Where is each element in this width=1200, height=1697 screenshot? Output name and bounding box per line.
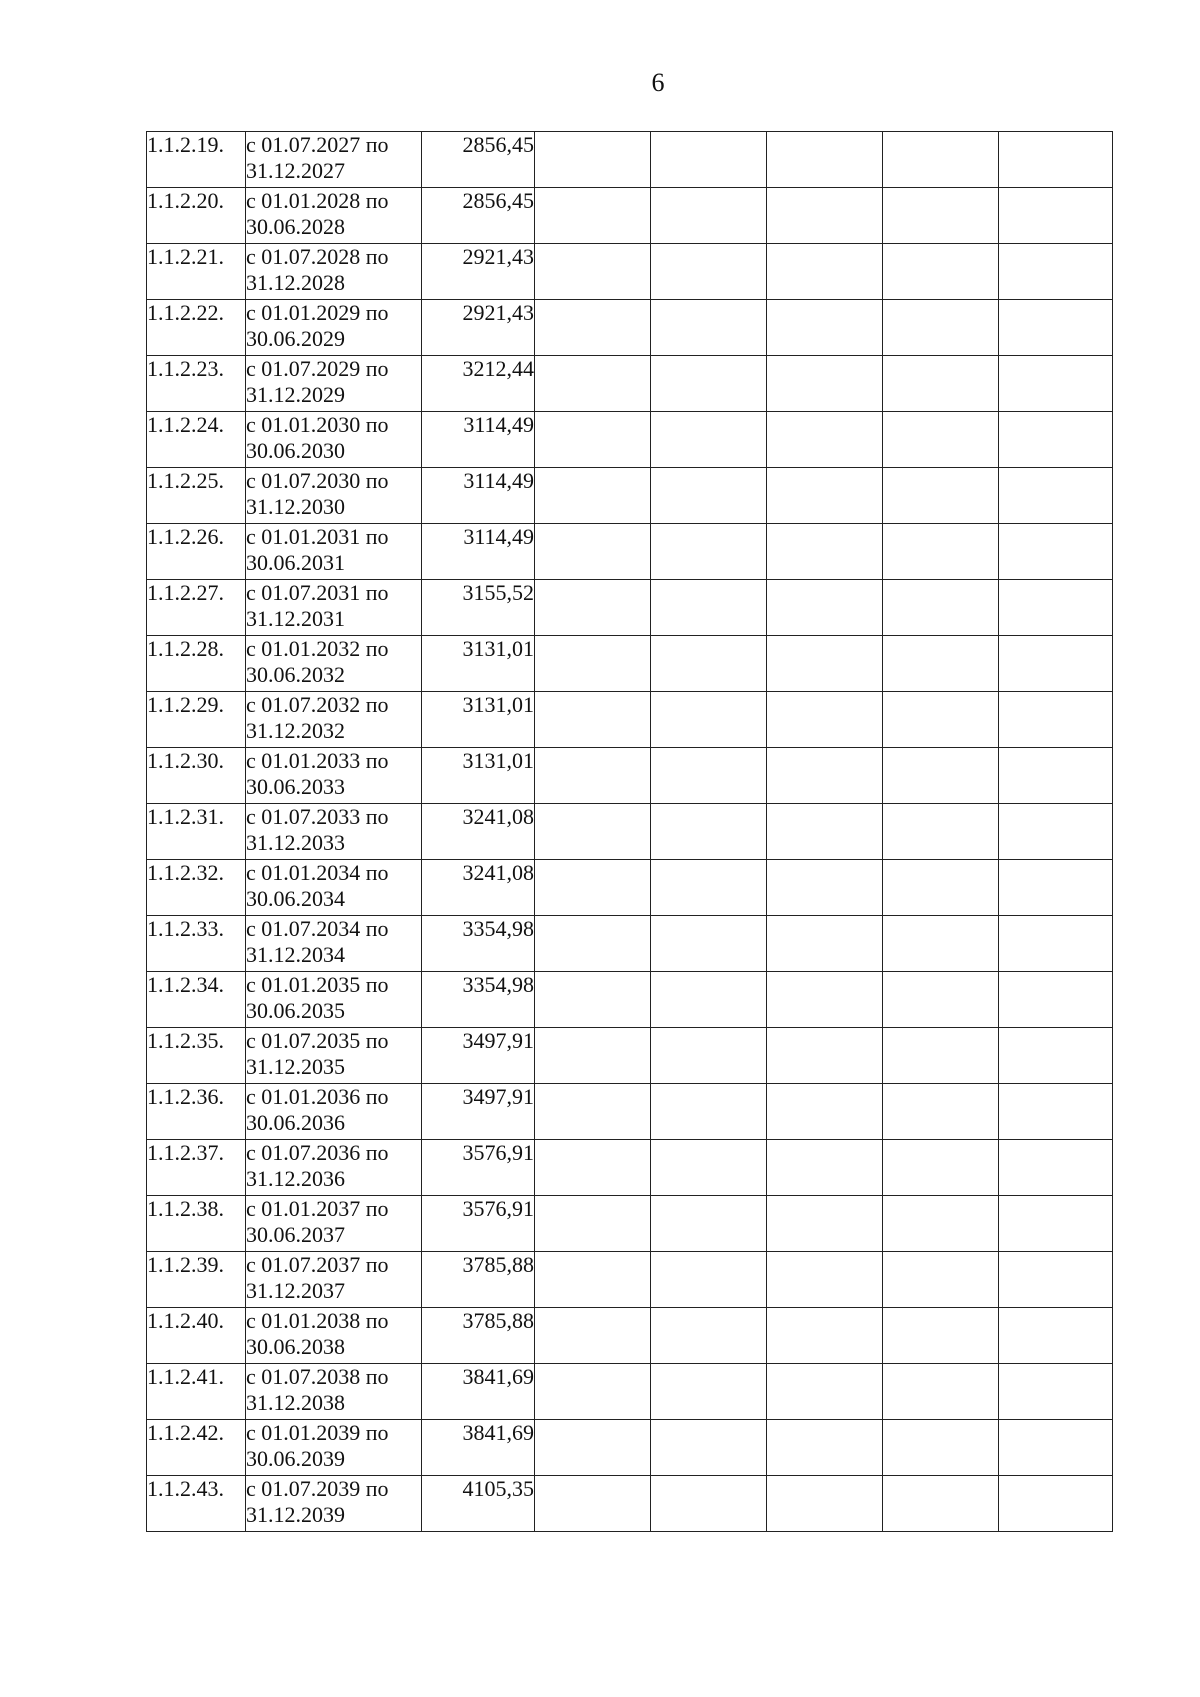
row-number-cell: 1.1.2.34. bbox=[147, 972, 246, 1028]
row-number-cell: 1.1.2.41. bbox=[147, 1364, 246, 1420]
tariff-value-cell: 2921,43 bbox=[422, 244, 535, 300]
empty-cell bbox=[651, 748, 767, 804]
period-cell bbox=[246, 1028, 422, 1084]
empty-cell bbox=[999, 1252, 1113, 1308]
empty-cell bbox=[767, 244, 883, 300]
row-number-cell: 1.1.2.35. bbox=[147, 1028, 246, 1084]
tariff-table bbox=[146, 131, 1113, 1532]
empty-cell bbox=[767, 356, 883, 412]
tariff-value-cell: 3114,49 bbox=[422, 524, 535, 580]
empty-cell bbox=[651, 1140, 767, 1196]
empty-cell bbox=[883, 300, 999, 356]
empty-cell bbox=[535, 300, 651, 356]
tariff-value-cell: 3785,88 bbox=[422, 1252, 535, 1308]
period-end: 31.12.2034 bbox=[246, 942, 345, 967]
period-start: с 01.01.2039 по bbox=[246, 1420, 389, 1445]
period-end: 31.12.2036 bbox=[246, 1166, 345, 1191]
period-end: 31.12.2037 bbox=[246, 1278, 345, 1303]
period-start: с 01.07.2034 по bbox=[246, 916, 389, 941]
empty-cell bbox=[651, 132, 767, 188]
empty-cell bbox=[535, 188, 651, 244]
empty-cell bbox=[999, 412, 1113, 468]
empty-cell bbox=[767, 1364, 883, 1420]
period-end: 30.06.2036 bbox=[246, 1110, 345, 1135]
empty-cell bbox=[767, 580, 883, 636]
empty-cell bbox=[535, 580, 651, 636]
table-row bbox=[147, 1308, 1113, 1364]
table-body bbox=[147, 132, 1113, 1532]
period-start: с 01.07.2038 по bbox=[246, 1364, 389, 1389]
period-end: 31.12.2030 bbox=[246, 494, 345, 519]
row-number-cell: 1.1.2.42. bbox=[147, 1420, 246, 1476]
empty-cell bbox=[999, 1420, 1113, 1476]
period-cell bbox=[246, 1084, 422, 1140]
empty-cell bbox=[651, 524, 767, 580]
period-end: 31.12.2031 bbox=[246, 606, 345, 631]
period-end: 31.12.2032 bbox=[246, 718, 345, 743]
empty-cell bbox=[651, 1476, 767, 1532]
empty-cell bbox=[883, 1196, 999, 1252]
empty-cell bbox=[999, 1084, 1113, 1140]
empty-cell bbox=[767, 524, 883, 580]
empty-cell bbox=[883, 1084, 999, 1140]
empty-cell bbox=[767, 1308, 883, 1364]
period-cell bbox=[246, 748, 422, 804]
tariff-value-cell: 3212,44 bbox=[422, 356, 535, 412]
empty-cell bbox=[651, 692, 767, 748]
period-cell bbox=[246, 1140, 422, 1196]
empty-cell bbox=[535, 1308, 651, 1364]
period-end: 30.06.2032 bbox=[246, 662, 345, 687]
period-cell bbox=[246, 636, 422, 692]
empty-cell bbox=[535, 972, 651, 1028]
empty-cell bbox=[883, 804, 999, 860]
tariff-value-cell: 3114,49 bbox=[422, 468, 535, 524]
tariff-value-cell: 3497,91 bbox=[422, 1084, 535, 1140]
empty-cell bbox=[651, 468, 767, 524]
period-end: 30.06.2039 bbox=[246, 1446, 345, 1471]
table-row bbox=[147, 1084, 1113, 1140]
empty-cell bbox=[651, 300, 767, 356]
empty-cell bbox=[767, 1140, 883, 1196]
row-number-cell: 1.1.2.22. bbox=[147, 300, 246, 356]
period-end: 30.06.2030 bbox=[246, 438, 345, 463]
empty-cell bbox=[999, 636, 1113, 692]
period-end: 31.12.2028 bbox=[246, 270, 345, 295]
empty-cell bbox=[999, 1308, 1113, 1364]
empty-cell bbox=[535, 1028, 651, 1084]
empty-cell bbox=[767, 636, 883, 692]
empty-cell bbox=[651, 804, 767, 860]
empty-cell bbox=[999, 972, 1113, 1028]
tariff-value-cell: 3114,49 bbox=[422, 412, 535, 468]
empty-cell bbox=[535, 748, 651, 804]
empty-cell bbox=[999, 188, 1113, 244]
table-row bbox=[147, 188, 1113, 244]
period-end: 31.12.2029 bbox=[246, 382, 345, 407]
row-number-cell: 1.1.2.38. bbox=[147, 1196, 246, 1252]
period-start: с 01.07.2029 по bbox=[246, 356, 389, 381]
empty-cell bbox=[767, 860, 883, 916]
empty-cell bbox=[535, 860, 651, 916]
period-cell bbox=[246, 1476, 422, 1532]
row-number-cell: 1.1.2.24. bbox=[147, 412, 246, 468]
empty-cell bbox=[767, 1196, 883, 1252]
empty-cell bbox=[767, 692, 883, 748]
empty-cell bbox=[651, 1196, 767, 1252]
empty-cell bbox=[767, 412, 883, 468]
table-row bbox=[147, 972, 1113, 1028]
empty-cell bbox=[535, 412, 651, 468]
table-row bbox=[147, 1476, 1113, 1532]
empty-cell bbox=[767, 188, 883, 244]
empty-cell bbox=[883, 1308, 999, 1364]
row-number-cell: 1.1.2.30. bbox=[147, 748, 246, 804]
empty-cell bbox=[767, 1028, 883, 1084]
period-cell bbox=[246, 188, 422, 244]
empty-cell bbox=[651, 412, 767, 468]
row-number-cell: 1.1.2.29. bbox=[147, 692, 246, 748]
empty-cell bbox=[999, 244, 1113, 300]
empty-cell bbox=[535, 1476, 651, 1532]
table-row bbox=[147, 748, 1113, 804]
period-start: с 01.07.2036 по bbox=[246, 1140, 389, 1165]
period-start: с 01.01.2037 по bbox=[246, 1196, 389, 1221]
period-end: 30.06.2038 bbox=[246, 1334, 345, 1359]
empty-cell bbox=[651, 188, 767, 244]
period-end: 31.12.2033 bbox=[246, 830, 345, 855]
period-cell bbox=[246, 524, 422, 580]
period-start: с 01.07.2039 по bbox=[246, 1476, 389, 1501]
tariff-value-cell: 2856,45 bbox=[422, 132, 535, 188]
empty-cell bbox=[767, 804, 883, 860]
empty-cell bbox=[767, 1476, 883, 1532]
empty-cell bbox=[883, 524, 999, 580]
period-end: 31.12.2039 bbox=[246, 1502, 345, 1527]
period-end: 30.06.2035 bbox=[246, 998, 345, 1023]
empty-cell bbox=[999, 860, 1113, 916]
period-start: с 01.01.2034 по bbox=[246, 860, 389, 885]
empty-cell bbox=[535, 1196, 651, 1252]
empty-cell bbox=[883, 860, 999, 916]
empty-cell bbox=[767, 916, 883, 972]
period-end: 31.12.2035 bbox=[246, 1054, 345, 1079]
empty-cell bbox=[999, 1140, 1113, 1196]
empty-cell bbox=[535, 468, 651, 524]
table-row bbox=[147, 412, 1113, 468]
empty-cell bbox=[999, 748, 1113, 804]
empty-cell bbox=[535, 916, 651, 972]
empty-cell bbox=[999, 804, 1113, 860]
tariff-value-cell: 2856,45 bbox=[422, 188, 535, 244]
empty-cell bbox=[651, 1364, 767, 1420]
empty-cell bbox=[767, 748, 883, 804]
empty-cell bbox=[999, 1196, 1113, 1252]
row-number-cell: 1.1.2.40. bbox=[147, 1308, 246, 1364]
table-row bbox=[147, 860, 1113, 916]
tariff-value-cell: 4105,35 bbox=[422, 1476, 535, 1532]
row-number-cell: 1.1.2.23. bbox=[147, 356, 246, 412]
empty-cell bbox=[883, 412, 999, 468]
period-end: 31.12.2038 bbox=[246, 1390, 345, 1415]
empty-cell bbox=[651, 636, 767, 692]
empty-cell bbox=[535, 1084, 651, 1140]
empty-cell bbox=[767, 300, 883, 356]
empty-cell bbox=[535, 636, 651, 692]
period-cell bbox=[246, 300, 422, 356]
empty-cell bbox=[999, 692, 1113, 748]
period-cell bbox=[246, 1196, 422, 1252]
period-end: 30.06.2028 bbox=[246, 214, 345, 239]
period-cell bbox=[246, 356, 422, 412]
table-row bbox=[147, 1252, 1113, 1308]
tariff-value-cell: 3155,52 bbox=[422, 580, 535, 636]
empty-cell bbox=[651, 972, 767, 1028]
table-row bbox=[147, 300, 1113, 356]
empty-cell bbox=[883, 1420, 999, 1476]
row-number-cell: 1.1.2.19. bbox=[147, 132, 246, 188]
tariff-value-cell: 3576,91 bbox=[422, 1196, 535, 1252]
tariff-value-cell: 3354,98 bbox=[422, 916, 535, 972]
row-number-cell: 1.1.2.20. bbox=[147, 188, 246, 244]
tariff-value-cell: 3576,91 bbox=[422, 1140, 535, 1196]
empty-cell bbox=[535, 524, 651, 580]
empty-cell bbox=[999, 580, 1113, 636]
empty-cell bbox=[883, 748, 999, 804]
empty-cell bbox=[651, 1420, 767, 1476]
empty-cell bbox=[651, 1028, 767, 1084]
empty-cell bbox=[883, 692, 999, 748]
row-number-cell: 1.1.2.37. bbox=[147, 1140, 246, 1196]
period-start: с 01.01.2030 по bbox=[246, 412, 389, 437]
period-cell bbox=[246, 1252, 422, 1308]
row-number-cell: 1.1.2.26. bbox=[147, 524, 246, 580]
period-start: с 01.07.2028 по bbox=[246, 244, 389, 269]
period-start: с 01.01.2031 по bbox=[246, 524, 389, 549]
empty-cell bbox=[999, 468, 1113, 524]
table-row bbox=[147, 1364, 1113, 1420]
empty-cell bbox=[767, 972, 883, 1028]
empty-cell bbox=[535, 1420, 651, 1476]
empty-cell bbox=[999, 300, 1113, 356]
empty-cell bbox=[651, 244, 767, 300]
table-row bbox=[147, 524, 1113, 580]
row-number-cell: 1.1.2.36. bbox=[147, 1084, 246, 1140]
empty-cell bbox=[883, 580, 999, 636]
empty-cell bbox=[535, 804, 651, 860]
row-number-cell: 1.1.2.21. bbox=[147, 244, 246, 300]
empty-cell bbox=[883, 356, 999, 412]
empty-cell bbox=[883, 1364, 999, 1420]
empty-cell bbox=[651, 860, 767, 916]
period-cell bbox=[246, 860, 422, 916]
period-cell bbox=[246, 244, 422, 300]
row-number-cell: 1.1.2.28. bbox=[147, 636, 246, 692]
period-cell bbox=[246, 1364, 422, 1420]
empty-cell bbox=[883, 636, 999, 692]
empty-cell bbox=[651, 1308, 767, 1364]
period-end: 30.06.2034 bbox=[246, 886, 345, 911]
period-start: с 01.07.2030 по bbox=[246, 468, 389, 493]
period-cell bbox=[246, 972, 422, 1028]
empty-cell bbox=[883, 188, 999, 244]
empty-cell bbox=[535, 692, 651, 748]
table-row bbox=[147, 916, 1113, 972]
period-start: с 01.07.2031 по bbox=[246, 580, 389, 605]
table-row bbox=[147, 1196, 1113, 1252]
empty-cell bbox=[535, 1140, 651, 1196]
empty-cell bbox=[651, 580, 767, 636]
empty-cell bbox=[883, 1028, 999, 1084]
period-start: с 01.07.2027 по bbox=[246, 132, 389, 157]
empty-cell bbox=[883, 972, 999, 1028]
empty-cell bbox=[535, 244, 651, 300]
empty-cell bbox=[883, 1140, 999, 1196]
period-end: 30.06.2031 bbox=[246, 550, 345, 575]
row-number-cell: 1.1.2.25. bbox=[147, 468, 246, 524]
empty-cell bbox=[651, 1084, 767, 1140]
tariff-value-cell: 3131,01 bbox=[422, 692, 535, 748]
tariff-value-cell: 3241,08 bbox=[422, 860, 535, 916]
empty-cell bbox=[999, 916, 1113, 972]
period-start: с 01.01.2036 по bbox=[246, 1084, 389, 1109]
period-cell bbox=[246, 692, 422, 748]
table-row bbox=[147, 580, 1113, 636]
tariff-value-cell: 3131,01 bbox=[422, 636, 535, 692]
period-start: с 01.07.2035 по bbox=[246, 1028, 389, 1053]
tariff-value-cell: 3841,69 bbox=[422, 1364, 535, 1420]
empty-cell bbox=[767, 1420, 883, 1476]
period-start: с 01.01.2033 по bbox=[246, 748, 389, 773]
period-start: с 01.07.2032 по bbox=[246, 692, 389, 717]
empty-cell bbox=[535, 1252, 651, 1308]
empty-cell bbox=[535, 1364, 651, 1420]
empty-cell bbox=[999, 1364, 1113, 1420]
empty-cell bbox=[535, 356, 651, 412]
empty-cell bbox=[883, 468, 999, 524]
period-start: с 01.01.2035 по bbox=[246, 972, 389, 997]
table-row bbox=[147, 244, 1113, 300]
empty-cell bbox=[767, 132, 883, 188]
period-start: с 01.07.2037 по bbox=[246, 1252, 389, 1277]
period-end: 30.06.2033 bbox=[246, 774, 345, 799]
empty-cell bbox=[883, 1252, 999, 1308]
empty-cell bbox=[999, 132, 1113, 188]
empty-cell bbox=[535, 132, 651, 188]
empty-cell bbox=[999, 1028, 1113, 1084]
tariff-value-cell: 3497,91 bbox=[422, 1028, 535, 1084]
empty-cell bbox=[883, 1476, 999, 1532]
table-row bbox=[147, 468, 1113, 524]
row-number-cell: 1.1.2.27. bbox=[147, 580, 246, 636]
empty-cell bbox=[883, 916, 999, 972]
empty-cell bbox=[767, 1084, 883, 1140]
empty-cell bbox=[883, 132, 999, 188]
table-row bbox=[147, 804, 1113, 860]
empty-cell bbox=[651, 356, 767, 412]
table-row bbox=[147, 132, 1113, 188]
tariff-value-cell: 3841,69 bbox=[422, 1420, 535, 1476]
table-row bbox=[147, 1028, 1113, 1084]
row-number-cell: 1.1.2.39. bbox=[147, 1252, 246, 1308]
period-start: с 01.07.2033 по bbox=[246, 804, 389, 829]
tariff-value-cell: 3241,08 bbox=[422, 804, 535, 860]
period-cell bbox=[246, 1308, 422, 1364]
empty-cell bbox=[767, 468, 883, 524]
period-cell bbox=[246, 804, 422, 860]
table-row bbox=[147, 356, 1113, 412]
tariff-value-cell: 2921,43 bbox=[422, 300, 535, 356]
tariff-value-cell: 3354,98 bbox=[422, 972, 535, 1028]
table-row bbox=[147, 692, 1113, 748]
table-row bbox=[147, 1140, 1113, 1196]
row-number-cell: 1.1.2.43. bbox=[147, 1476, 246, 1532]
period-end: 30.06.2029 bbox=[246, 326, 345, 351]
period-start: с 01.01.2038 по bbox=[246, 1308, 389, 1333]
empty-cell bbox=[999, 524, 1113, 580]
period-cell bbox=[246, 132, 422, 188]
period-end: 31.12.2027 bbox=[246, 158, 345, 183]
row-number-cell: 1.1.2.33. bbox=[147, 916, 246, 972]
empty-cell bbox=[651, 916, 767, 972]
table-row bbox=[147, 636, 1113, 692]
period-start: с 01.01.2029 по bbox=[246, 300, 389, 325]
tariff-value-cell: 3785,88 bbox=[422, 1308, 535, 1364]
empty-cell bbox=[999, 356, 1113, 412]
empty-cell bbox=[999, 1476, 1113, 1532]
tariff-value-cell: 3131,01 bbox=[422, 748, 535, 804]
row-number-cell: 1.1.2.31. bbox=[147, 804, 246, 860]
empty-cell bbox=[767, 1252, 883, 1308]
period-end: 30.06.2037 bbox=[246, 1222, 345, 1247]
period-start: с 01.01.2028 по bbox=[246, 188, 389, 213]
period-start: с 01.01.2032 по bbox=[246, 636, 389, 661]
period-cell bbox=[246, 412, 422, 468]
period-cell bbox=[246, 580, 422, 636]
empty-cell bbox=[883, 244, 999, 300]
table-row bbox=[147, 1420, 1113, 1476]
period-cell bbox=[246, 1420, 422, 1476]
row-number-cell: 1.1.2.32. bbox=[147, 860, 246, 916]
period-cell bbox=[246, 916, 422, 972]
page-number: 6 bbox=[651, 68, 665, 97]
period-cell bbox=[246, 468, 422, 524]
empty-cell bbox=[651, 1252, 767, 1308]
